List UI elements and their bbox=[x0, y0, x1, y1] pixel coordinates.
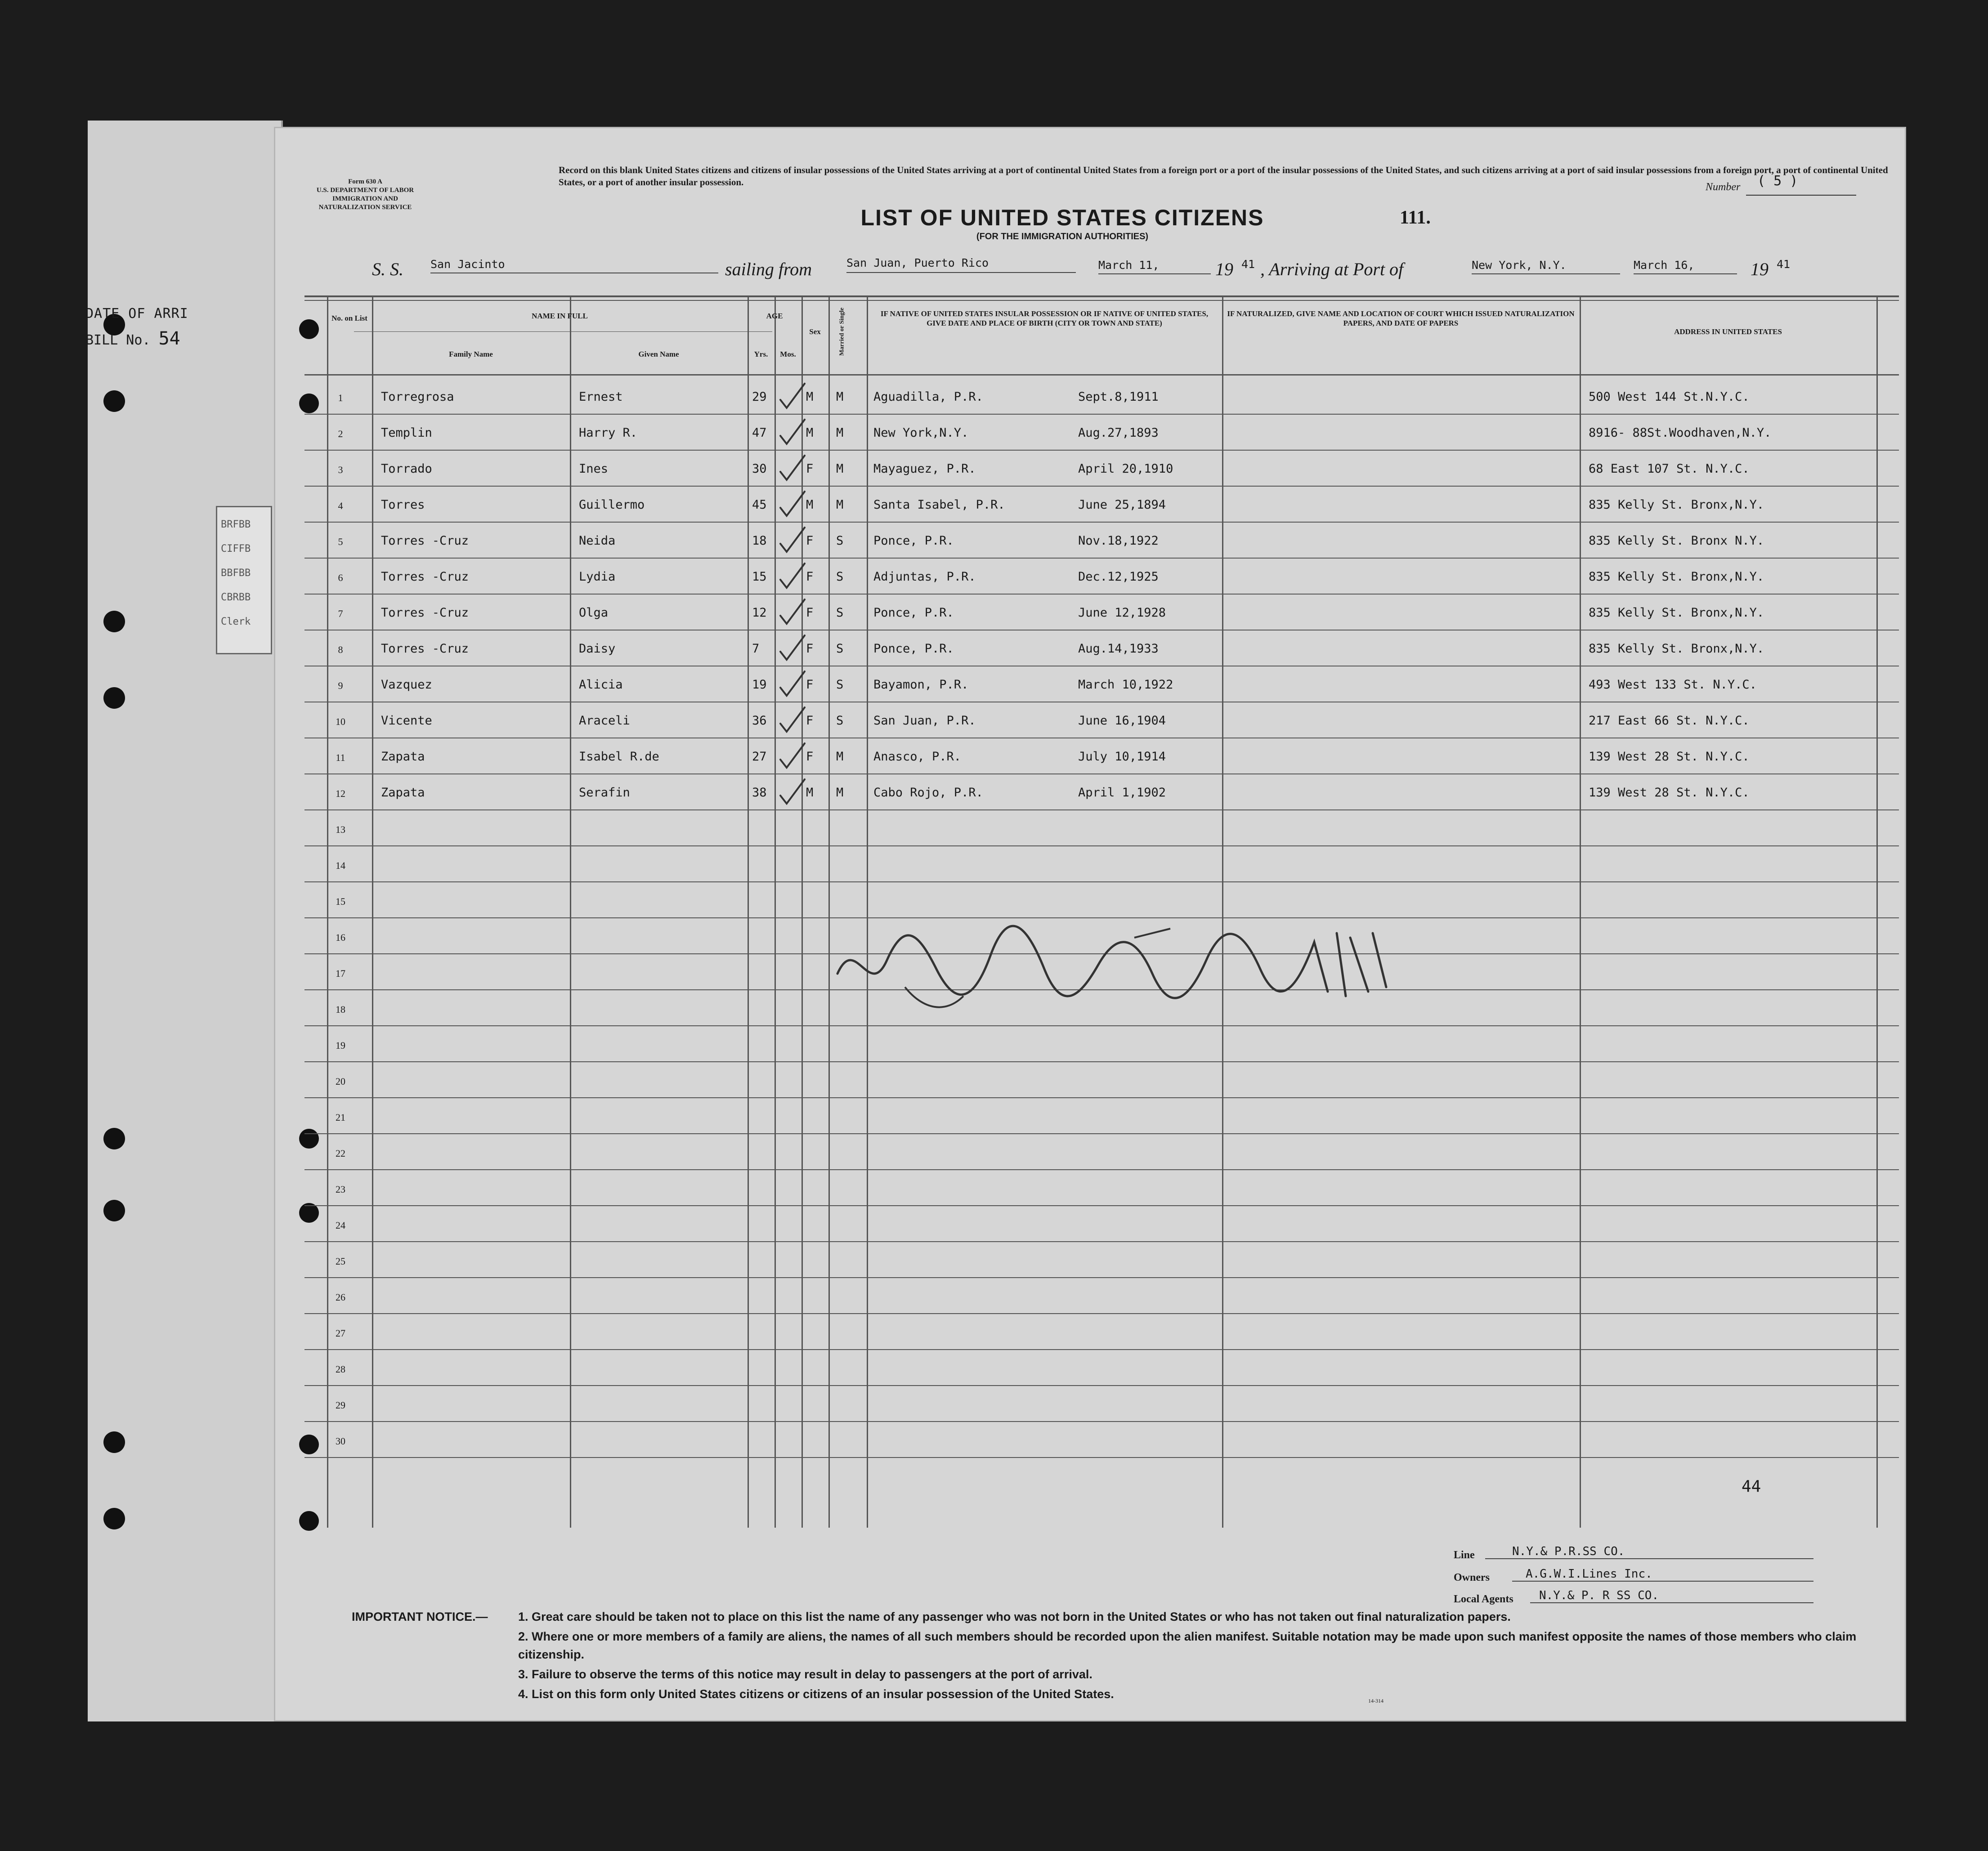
cell-address: 493 West 133 St. N.Y.C. bbox=[1589, 678, 1757, 692]
owners-label: Owners bbox=[1454, 1572, 1490, 1583]
cell-family: Torrado bbox=[381, 462, 432, 476]
page-number: 111. bbox=[1400, 207, 1431, 228]
cell-marital: M bbox=[836, 498, 844, 512]
cell-date: Aug.27,1893 bbox=[1078, 426, 1159, 440]
row-rule bbox=[304, 414, 1899, 415]
cell-sex: F bbox=[806, 714, 814, 728]
cell-marital: M bbox=[836, 462, 844, 476]
row-number: 3 bbox=[338, 464, 343, 475]
row-number: 5 bbox=[338, 536, 343, 547]
row-number: 14 bbox=[336, 860, 345, 871]
punch-hole bbox=[103, 1128, 125, 1149]
row-number: 11 bbox=[336, 752, 345, 763]
cell-date: April 20,1910 bbox=[1078, 462, 1173, 476]
punch-hole bbox=[103, 1431, 125, 1453]
row-number: 4 bbox=[338, 500, 343, 511]
cell-address: 68 East 107 St. N.Y.C. bbox=[1589, 462, 1750, 476]
stub-bill-label: BILL No. 54 bbox=[85, 328, 180, 349]
cell-marital: M bbox=[836, 390, 844, 404]
row-rule bbox=[304, 1277, 1899, 1278]
cell-place: Aguadilla, P.R. bbox=[873, 390, 983, 404]
cell-date: Aug.14,1933 bbox=[1078, 642, 1159, 656]
col-naturalized: IF NATURALIZED, GIVE NAME AND LOCATION OF COURT WHICH ISSUED NATURALIZATION PAPERS, AND DATE OF PAPERS bbox=[1227, 309, 1575, 327]
cell-address: 139 West 28 St. N.Y.C. bbox=[1589, 750, 1750, 764]
cell-given: Serafin bbox=[579, 786, 630, 800]
cell-yrs: 27 bbox=[752, 750, 767, 764]
cell-family: Torres -Cruz bbox=[381, 534, 469, 548]
cell-given: Daisy bbox=[579, 642, 616, 656]
row-number: 2 bbox=[338, 428, 343, 439]
form-subtitle: (FOR THE IMMIGRATION AUTHORITIES) bbox=[976, 232, 1149, 241]
row-rule bbox=[304, 1457, 1899, 1458]
line-value: N.Y.& P.R.SS CO. bbox=[1485, 1545, 1813, 1559]
cell-sex: M bbox=[806, 786, 814, 800]
arrival-year: 41 bbox=[1777, 258, 1791, 271]
cell-family: Torres -Cruz bbox=[381, 642, 469, 656]
cell-yrs: 15 bbox=[752, 570, 767, 584]
cell-address: 835 Kelly St. Bronx N.Y. bbox=[1589, 534, 1764, 548]
cell-marital: M bbox=[836, 750, 844, 764]
page-mark: 44 bbox=[1742, 1477, 1761, 1496]
col-married: Married or Single bbox=[838, 307, 846, 356]
row-number: 19 bbox=[336, 1040, 345, 1051]
cell-place: San Juan, P.R. bbox=[873, 714, 976, 728]
row-number: 1 bbox=[338, 392, 343, 403]
punch-hole bbox=[103, 687, 125, 709]
col-mos: Mos. bbox=[780, 350, 796, 358]
row-number: 6 bbox=[338, 572, 343, 583]
cell-marital: S bbox=[836, 606, 844, 620]
row-rule bbox=[304, 845, 1899, 846]
row-rule bbox=[304, 1133, 1899, 1134]
column-divider bbox=[775, 295, 776, 1528]
cell-place: New York,N.Y. bbox=[873, 426, 969, 440]
cell-place: Ponce, P.R. bbox=[873, 642, 954, 656]
cell-yrs: 30 bbox=[752, 462, 767, 476]
row-rule bbox=[304, 809, 1899, 810]
column-divider bbox=[1876, 295, 1878, 1528]
cell-address: 835 Kelly St. Bronx,N.Y. bbox=[1589, 606, 1764, 620]
cell-family: Torregrosa bbox=[381, 390, 454, 404]
cell-marital: S bbox=[836, 678, 844, 692]
punch-hole bbox=[103, 390, 125, 412]
cell-sex: M bbox=[806, 498, 814, 512]
cell-marital: S bbox=[836, 714, 844, 728]
cell-yrs: 36 bbox=[752, 714, 767, 728]
table-header-rule bbox=[304, 374, 1899, 376]
cell-given: Olga bbox=[579, 606, 609, 620]
table-top-rule bbox=[304, 295, 1899, 297]
name-subheader-rule bbox=[354, 331, 772, 332]
cell-sex: M bbox=[806, 390, 814, 404]
header-notice: Record on this blank United States citizens and citizens of insular possessions of the United States arriving at a port of continental United States from a foreign port or a port of the insular possessions of the United States, and such citizens arriving at a port of said insular possessions from a foreign port, a port of continental United States, or a port of another insular possession. bbox=[559, 165, 1888, 188]
cell-place: Ponce, P.R. bbox=[873, 606, 954, 620]
stub-date-label: DATE OF ARRI bbox=[85, 306, 188, 322]
check-mark bbox=[777, 741, 808, 772]
cell-place: Anasco, P.R. bbox=[873, 750, 962, 764]
check-mark bbox=[777, 561, 808, 592]
check-mark bbox=[777, 525, 808, 556]
row-rule bbox=[304, 1349, 1899, 1350]
cell-address: 139 West 28 St. N.Y.C. bbox=[1589, 786, 1750, 800]
row-rule bbox=[304, 881, 1899, 882]
row-number: 25 bbox=[336, 1256, 345, 1267]
cell-given: Harry R. bbox=[579, 426, 638, 440]
row-number: 21 bbox=[336, 1112, 345, 1123]
cell-sex: F bbox=[806, 570, 814, 584]
check-mark bbox=[777, 633, 808, 664]
row-number: 27 bbox=[336, 1328, 345, 1339]
ship-name: San Jacinto bbox=[430, 258, 718, 273]
cell-given: Neida bbox=[579, 534, 616, 548]
cell-date: July 10,1914 bbox=[1078, 750, 1166, 764]
punch-hole bbox=[103, 611, 125, 632]
cell-date: June 16,1904 bbox=[1078, 714, 1166, 728]
check-mark bbox=[777, 489, 808, 520]
cell-family: Vicente bbox=[381, 714, 432, 728]
col-yrs: Yrs. bbox=[754, 350, 768, 358]
notice-item-2: 2. Where one or more members of a family are aliens, the names of all such members should be recorded upon the alien manifest. Suitable notation may be made upon such manifest opposite the names of those members who claim citizenship. bbox=[518, 1630, 1857, 1661]
handwritten-annotation bbox=[828, 893, 1422, 1028]
col-name-in-full: NAME IN FULL bbox=[532, 312, 588, 320]
cell-date: Nov.18,1922 bbox=[1078, 534, 1159, 548]
cell-place: Mayaguez, P.R. bbox=[873, 462, 976, 476]
row-number: 15 bbox=[336, 896, 345, 907]
cell-yrs: 7 bbox=[752, 642, 760, 656]
print-code: 14-314 bbox=[1368, 1698, 1384, 1704]
column-divider bbox=[1580, 295, 1581, 1528]
cell-address: 217 East 66 St. N.Y.C. bbox=[1589, 714, 1750, 728]
cell-sex: M bbox=[806, 426, 814, 440]
row-rule bbox=[304, 558, 1899, 559]
cell-address: 8916- 88St.Woodhaven,N.Y. bbox=[1589, 426, 1772, 440]
cell-address: 835 Kelly St. Bronx,N.Y. bbox=[1589, 498, 1764, 512]
row-rule bbox=[304, 1205, 1899, 1206]
row-rule bbox=[304, 1097, 1899, 1098]
cell-sex: F bbox=[806, 462, 814, 476]
row-number: 22 bbox=[336, 1148, 345, 1159]
row-number: 10 bbox=[336, 716, 345, 727]
row-rule bbox=[304, 1169, 1899, 1170]
cell-sex: F bbox=[806, 534, 814, 548]
cell-yrs: 12 bbox=[752, 606, 767, 620]
cell-family: Vazquez bbox=[381, 678, 432, 692]
row-number: 8 bbox=[338, 644, 343, 655]
cell-family: Torres bbox=[381, 498, 425, 512]
row-rule bbox=[304, 450, 1899, 451]
manifest-sheet bbox=[275, 128, 1905, 1720]
cell-sex: F bbox=[806, 606, 814, 620]
cell-date: March 10,1922 bbox=[1078, 678, 1173, 692]
row-number: 30 bbox=[336, 1435, 345, 1447]
cell-given: Lydia bbox=[579, 570, 616, 584]
cell-date: Dec.12,1925 bbox=[1078, 570, 1159, 584]
cell-given: Ines bbox=[579, 462, 609, 476]
notice-item-3: 3. Failure to observe the terms of this notice may result in delay to passengers at the port of arrival. bbox=[518, 1668, 1093, 1681]
cell-date: Sept.8,1911 bbox=[1078, 390, 1159, 404]
cell-marital: S bbox=[836, 642, 844, 656]
cell-place: Adjuntas, P.R. bbox=[873, 570, 976, 584]
cell-family: Zapata bbox=[381, 750, 425, 764]
row-rule bbox=[304, 486, 1899, 487]
row-number: 28 bbox=[336, 1364, 345, 1375]
arrive-year-prefix: 19 bbox=[1751, 259, 1769, 279]
line-label: Line bbox=[1454, 1549, 1475, 1561]
row-rule bbox=[304, 773, 1899, 774]
row-number: 26 bbox=[336, 1292, 345, 1303]
cell-family: Torres -Cruz bbox=[381, 570, 469, 584]
cell-marital: S bbox=[836, 534, 844, 548]
arriving-label: , Arriving at Port of bbox=[1260, 259, 1404, 279]
cell-address: 835 Kelly St. Bronx,N.Y. bbox=[1589, 570, 1764, 584]
col-age: AGE bbox=[766, 312, 783, 320]
departure-date: March 11, bbox=[1098, 259, 1211, 274]
row-number: 23 bbox=[336, 1184, 345, 1195]
cell-marital: M bbox=[836, 786, 844, 800]
cell-place: Ponce, P.R. bbox=[873, 534, 954, 548]
agents-label: Local Agents bbox=[1454, 1593, 1513, 1605]
col-address: ADDRESS IN UNITED STATES bbox=[1674, 327, 1782, 336]
cell-given: Isabel R.de bbox=[579, 750, 659, 764]
cell-marital: M bbox=[836, 426, 844, 440]
row-number: 12 bbox=[336, 788, 345, 799]
col-sex: Sex bbox=[809, 327, 821, 336]
cell-place: Bayamon, P.R. bbox=[873, 678, 969, 692]
arrival-port: New York, N.Y. bbox=[1472, 259, 1620, 274]
agency-block: Form 630 A U.S. DEPARTMENT OF LABOR IMMIGRATION AND NATURALIZATION SERVICE bbox=[316, 178, 414, 211]
row-rule bbox=[304, 522, 1899, 523]
cell-marital: S bbox=[836, 570, 844, 584]
row-rule bbox=[304, 1385, 1899, 1386]
check-mark bbox=[777, 453, 808, 484]
notice-heading: IMPORTANT NOTICE.— bbox=[352, 1610, 488, 1623]
cell-yrs: 18 bbox=[752, 534, 767, 548]
owners-value: A.G.W.I.Lines Inc. bbox=[1512, 1567, 1813, 1582]
row-number: 18 bbox=[336, 1004, 345, 1015]
column-divider bbox=[570, 295, 571, 1528]
departure-port: San Juan, Puerto Rico bbox=[846, 256, 1076, 273]
column-divider bbox=[748, 295, 749, 1528]
row-rule bbox=[304, 1241, 1899, 1242]
arrival-date: March 16, bbox=[1634, 259, 1737, 274]
row-number: 29 bbox=[336, 1399, 345, 1411]
cell-yrs: 29 bbox=[752, 390, 767, 404]
row-number: 20 bbox=[336, 1076, 345, 1087]
col-family-name: Family Name bbox=[449, 350, 493, 358]
cell-given: Araceli bbox=[579, 714, 630, 728]
row-rule bbox=[304, 1313, 1899, 1314]
row-rule bbox=[304, 1421, 1899, 1422]
punch-hole bbox=[103, 1200, 125, 1221]
row-rule bbox=[304, 594, 1899, 595]
check-mark bbox=[777, 777, 808, 808]
stub-page bbox=[88, 121, 283, 1721]
cell-given: Alicia bbox=[579, 678, 623, 692]
agents-value: N.Y.& P. R SS CO. bbox=[1530, 1589, 1813, 1603]
cell-yrs: 38 bbox=[752, 786, 767, 800]
clerk-stamp: BRFBB CIFFB BBFBB CBRBB Clerk bbox=[216, 506, 272, 654]
col-given-name: Given Name bbox=[638, 350, 679, 358]
number-value: ( 5 ) bbox=[1757, 173, 1798, 189]
row-number: 7 bbox=[338, 608, 343, 619]
table-top-rule bbox=[304, 300, 1899, 301]
column-divider bbox=[327, 295, 328, 1528]
check-mark bbox=[777, 381, 808, 412]
cell-date: June 25,1894 bbox=[1078, 498, 1166, 512]
check-mark bbox=[777, 597, 808, 628]
cell-date: April 1,1902 bbox=[1078, 786, 1166, 800]
row-number: 13 bbox=[336, 824, 345, 835]
check-mark bbox=[777, 669, 808, 700]
row-number: 16 bbox=[336, 932, 345, 943]
row-number: 24 bbox=[336, 1220, 345, 1231]
cell-given: Ernest bbox=[579, 390, 623, 404]
col-birth: IF NATIVE OF UNITED STATES INSULAR POSSESSION OR IF NATIVE OF UNITED STATES, GIVE DATE AND PLACE OF BIRTH (CITY OR TOWN AND STATE) bbox=[880, 309, 1209, 327]
row-rule bbox=[304, 1061, 1899, 1062]
form-title: LIST OF UNITED STATES CITIZENS bbox=[860, 205, 1264, 230]
cell-yrs: 19 bbox=[752, 678, 767, 692]
depart-year-prefix: 19 bbox=[1215, 259, 1233, 279]
cell-address: 835 Kelly St. Bronx,N.Y. bbox=[1589, 642, 1764, 656]
cell-place: Santa Isabel, P.R. bbox=[873, 498, 1005, 512]
number-label: Number bbox=[1706, 181, 1741, 193]
cell-sex: F bbox=[806, 678, 814, 692]
ss-label: S. S. bbox=[372, 259, 403, 279]
punch-hole bbox=[103, 1508, 125, 1529]
check-mark bbox=[777, 417, 808, 448]
notice-item-4: 4. List on this form only United States citizens or citizens of an insular possession of the United States. bbox=[518, 1687, 1114, 1701]
number-underline bbox=[1746, 195, 1856, 196]
column-divider bbox=[372, 295, 373, 1528]
cell-family: Templin bbox=[381, 426, 432, 440]
row-number: 9 bbox=[338, 680, 343, 691]
cell-given: Guillermo bbox=[579, 498, 645, 512]
notice-item-1: 1. Great care should be taken not to place on this list the name of any passenger who was not born in the United States or who has not taken out final naturalization papers. bbox=[518, 1610, 1511, 1623]
col-no: No. on List bbox=[331, 314, 367, 322]
row-number: 17 bbox=[336, 968, 345, 979]
cell-date: June 12,1928 bbox=[1078, 606, 1166, 620]
cell-family: Zapata bbox=[381, 786, 425, 800]
cell-sex: F bbox=[806, 642, 814, 656]
cell-sex: F bbox=[806, 750, 814, 764]
check-mark bbox=[777, 705, 808, 736]
departure-year: 41 bbox=[1241, 258, 1255, 271]
cell-family: Torres -Cruz bbox=[381, 606, 469, 620]
cell-yrs: 45 bbox=[752, 498, 767, 512]
cell-yrs: 47 bbox=[752, 426, 767, 440]
cell-place: Cabo Rojo, P.R. bbox=[873, 786, 983, 800]
cell-address: 500 West 144 St.N.Y.C. bbox=[1589, 390, 1750, 404]
sailing-from-label: sailing from bbox=[725, 259, 812, 279]
